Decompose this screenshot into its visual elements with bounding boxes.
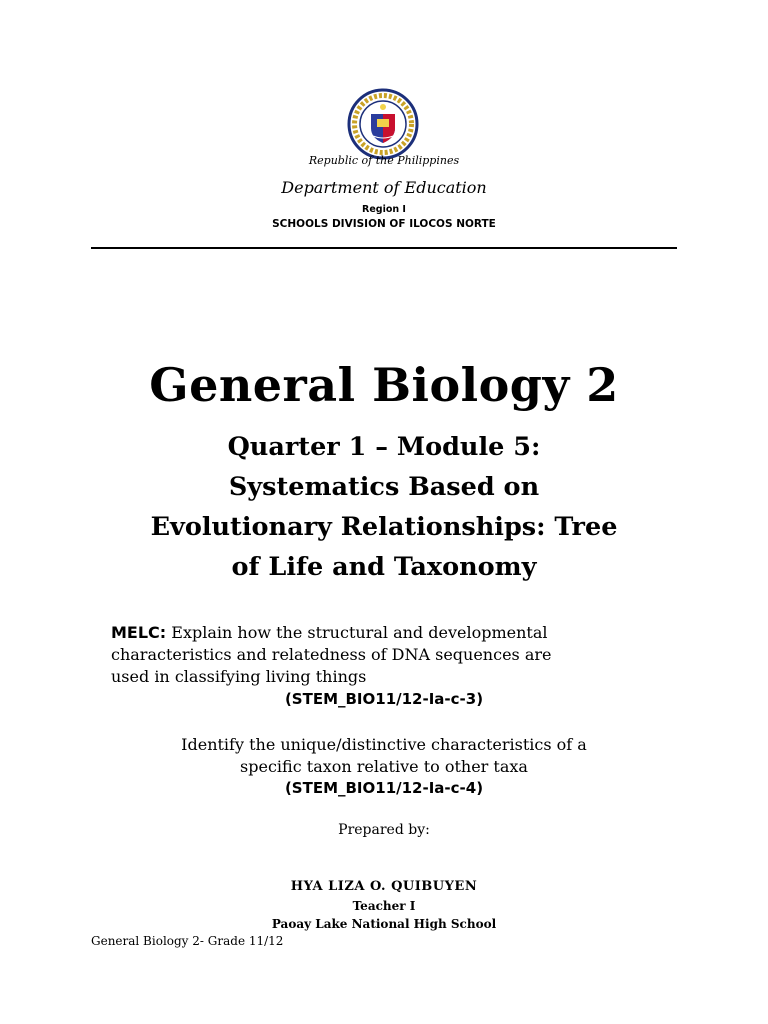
melc-text-1: Explain how the structural and developmental bbox=[166, 623, 548, 642]
identify-block bbox=[0, 734, 768, 778]
deped-seal-logo bbox=[347, 88, 419, 160]
author-school: Paoay Lake National High School bbox=[271, 917, 497, 931]
melc-block bbox=[111, 622, 671, 688]
identify-line-1: Identify the unique/distinctive characteristics of a bbox=[181, 735, 587, 754]
melc-code-2: (STEM_BIO11/12-Ia-c-4) bbox=[284, 779, 484, 797]
author-position: Teacher I bbox=[352, 899, 416, 913]
page-footer: General Biology 2- Grade 11/12 bbox=[91, 934, 284, 948]
identify-line-2: specific taxon relative to other taxa bbox=[240, 757, 528, 776]
author-name: HYA LIZA O. QUIBUYEN bbox=[290, 879, 478, 894]
topic-line-1: Systematics Based on bbox=[228, 472, 540, 502]
division-label: SCHOOLS DIVISION OF ILOCOS NORTE bbox=[272, 218, 496, 230]
melc-line-1 bbox=[111, 622, 671, 644]
melc-line-3: used in classifying living things bbox=[111, 667, 367, 686]
module-title: General Biology 2 bbox=[149, 358, 619, 412]
quarter-line: Quarter 1 – Module 5: bbox=[227, 432, 541, 462]
topic-line-3: of Life and Taxonomy bbox=[231, 552, 537, 582]
header-divider bbox=[91, 247, 677, 249]
republic-heading: Republic of the Philippines bbox=[308, 154, 460, 167]
region-label: Region I bbox=[362, 204, 406, 215]
melc-label: MELC: bbox=[111, 623, 167, 642]
melc-code-1: (STEM_BIO11/12-Ia-c-3) bbox=[284, 690, 484, 708]
melc-line-2: characteristics and relatedness of DNA sequences are bbox=[111, 645, 552, 664]
topic-line-2: Evolutionary Relationships: Tree bbox=[150, 512, 618, 542]
department-heading: Department of Education bbox=[281, 178, 487, 197]
module-subtitle bbox=[0, 427, 768, 587]
prepared-by-label: Prepared by: bbox=[338, 822, 430, 838]
